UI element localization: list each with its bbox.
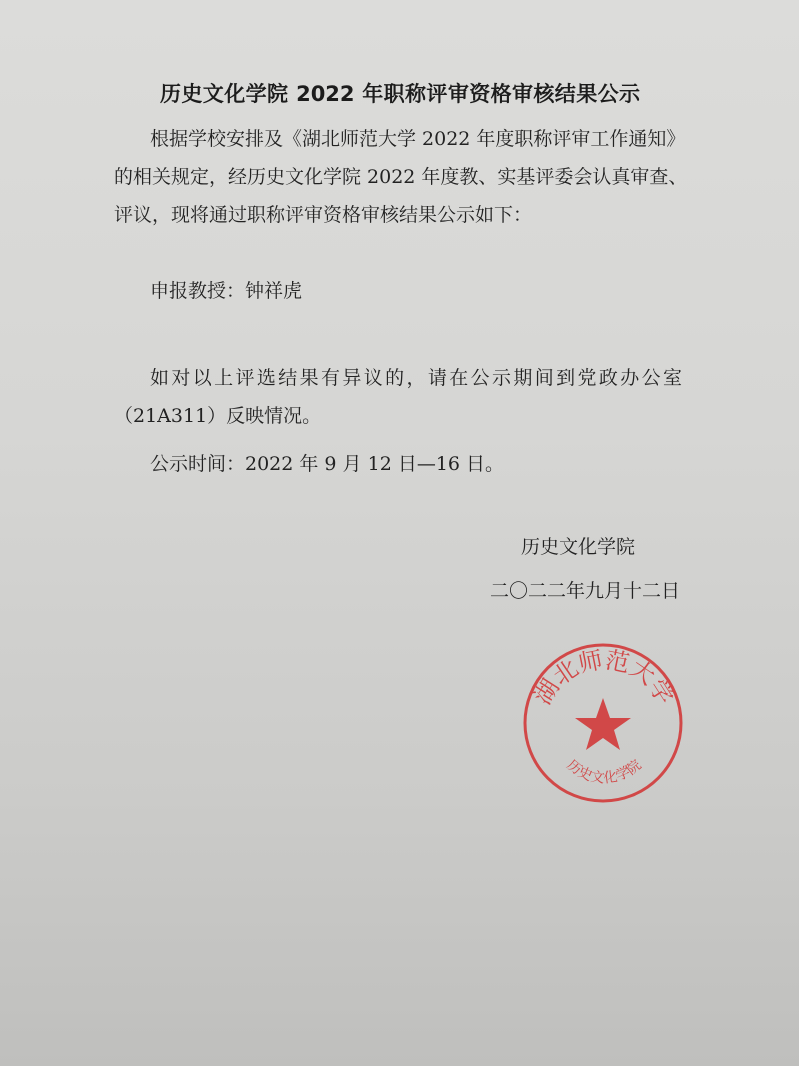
svg-text:湖北师范大学 [528,646,679,710]
star-icon [575,698,631,750]
paragraph-1-line-1: 根据学校安排及《湖北师范大学 2022 年度职称评审工作通知》 [150,128,686,150]
official-seal [520,640,686,806]
paragraph-1-line-3: 评议，现将通过职称评审资格审核结果公示如下： [114,204,533,226]
paragraph-2-line-1: 如对以上评选结果有异议的，请在公示期间到党政办公室 [150,367,682,389]
publicity-period: 公示时间：2022 年 9 月 12 日—16 日。 [150,453,505,475]
signature-unit: 历史文化学院 [521,536,636,558]
seal-bottom-text: 历史文化学院 [563,757,645,787]
svg-text:历史文化学院 [563,757,644,787]
seal-top-text: 湖北师范大学 [528,645,680,710]
document-title: 历史文化学院 2022 年职称评审资格审核结果公示 [160,82,640,106]
applicant-line: 申报教授：钟祥虎 [150,280,303,302]
paragraph-1-line-2: 的相关规定，经历史文化学院 2022 年度教、实基评委会认真审查、 [114,166,688,188]
paragraph-2-line-2: （21A311）反映情况。 [114,405,322,427]
signature-date: 二〇二二年九月十二日 [490,580,681,602]
